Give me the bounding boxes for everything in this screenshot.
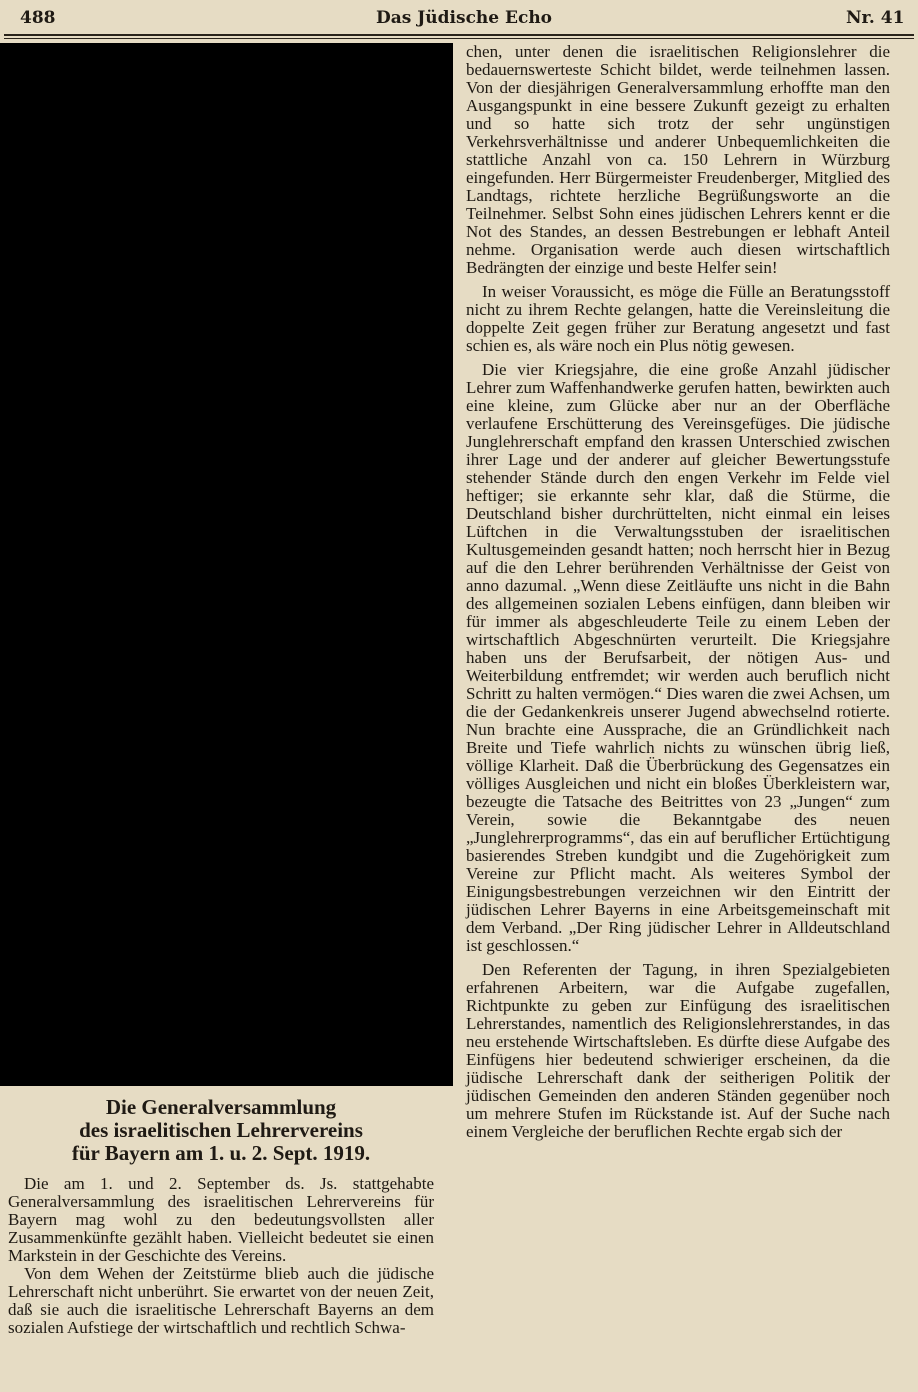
paragraph: In weiser Voraussicht, es möge die Fülle an Beratungsstoff nicht zu ihrem Rechte gelangen, hatte die Vereinsleitung die doppelte Zeit gegen früher zur Beratung angesetzt und fast schien es, als wäre noch ein Plus nötig gewesen. [466, 282, 890, 355]
paragraph-continued: chen, unter denen die israelitischen Religionslehrer die bedauernswerteste Schicht bildet, werde teilnehmen lassen. Von der diesjährigen Generalversammlung erhoffte man den Ausgangspunkt in eine bessere Zukunft gezeigt zu erhalten und so hatte sich trotz der sehr ungünstigen Verkehrsverhältnisse und anderer Unbequemlichkeiten die stattliche Anzahl von ca. 150 Lehrern in Würzburg eingefunden. Herr Bürgermeister Freudenberger, Mitglied des Landtags, richtete herzliche Begrüßungsworte an die Teilnehmer. Selbst Sohn eines jüdischen Lehrers kennt er die Not des Standes, an dessen Bestrebungen er lebhaft Anteil nehme. Organisation werde auch diesen wirtschaftlich Bedrängten der einzige und beste Helfer sein! [466, 42, 890, 277]
redacted-image-block [0, 43, 453, 1086]
running-header [0, 6, 918, 34]
paragraph: Die vier Kriegsjahre, die eine große Anzahl jüdischer Lehrer zum Waffenhandwerke gerufen hatten, bewirkten auch eine kleine, zum Glücke aber nur an der Oberfläche verlaufene Erschütterung des Vereinsgefüges. Die jüdische Junglehrerschaft empfand den krassen Unterschied zwischen ihrer Lage und der anderer auf gleicher Bewertungsstufe stehender Stände durch den engen Verkehr im Felde viel heftiger; sie erkannte sehr klar, daß die Stürme, die Deutschland bisher durchrüttelten, nicht einmal ein leises Lüftchen in die Verwaltungsstuben der israelitischen Kultusgemeinden gesandt hatten; noch herrscht hier in Bezug auf die den Lehrer berührenden Verhältnisse der Geist von anno dazumal. „Wenn diese Zeitläufte uns nicht in die Bahn des allgemeinen sozialen Lebens einfügen, dann bleiben wir für immer als abgeschleuderte Teile zu einem Leben der wirtschaftlich Abgeschnürten verurteilt. Die Kriegsjahre haben uns der Berufsarbeit, der nötigen Aus- und Weiterbildung entfremdet; wir werden auch beruflich nicht Schritt zu halten vermögen.“ Dies waren die zwei Achsen, um die der Gedankenkreis unserer Jugend abwechselnd rotierte. Nun brachte eine Aussprache, die an Gründlichkeit nach Breite und Tiefe wahrlich nichts zu wünschen übrig ließ, völlige Klarheit. Daß die Überbrückung des Gegensatzes ein völliges Ausgleichen und nicht ein bloßes Überkleistern war, bezeugte die Tatsache des Beitrittes von 23 „Jungen“ zum Verein, sowie die Bekanntgabe des neuen „Junglehrerprogramms“, das ein auf beruflicher Ertüchtigung basierendes Streben kundgibt und die Zugehörigkeit zum Vereine zur Pflicht macht. Als weiteres Symbol der Einigungsbestrebungen verzeichnen wir den Eintritt der jüdischen Lehrer Bayerns in eine Arbeitsgemeinschaft mit dem Verband. „Der Ring jüdischer Lehrer in Alldeutschland ist geschlossen.“ [466, 360, 890, 955]
paragraph: Die am 1. und 2. September ds. Js. stattgehabte Generalversammlung des israelitischen Lehrervereins für Bayern mag wohl zu den bedeutungsvollsten aller Zusammenkünfte gezählt haben. Vielleicht bedeutet sie einen Markstein in der Geschichte des Vereins. [8, 1174, 434, 1265]
article-heading [8, 1096, 434, 1165]
heading-line: Die Generalversammlung [105, 1095, 337, 1119]
left-column [8, 1092, 434, 1337]
issue-number: Nr. 41 [846, 8, 905, 28]
heading-line: des israelitischen Lehrervereins [79, 1118, 363, 1142]
header-rule-thin [4, 38, 914, 39]
header-rule [4, 34, 914, 36]
heading-line: für Bayern am 1. u. 2. Sept. 1919. [71, 1141, 371, 1165]
paragraph: Den Referenten der Tagung, in ihren Spezialgebieten erfahrenen Arbeitern, war die Aufgabe zugefallen, Richtpunkte zu geben zur Einfügung des israelitischen Lehrerstandes, namentlich des Religionslehrerstandes, in das neu erstehende Wirtschaftsleben. Es dürfte diese Aufgabe des Einfügens hier bedeutend schwieriger erscheinen, da die jüdische Lehrerschaft dank der seitherigen Politik der jüdischen Gemeinden den anderen Ständen gegenüber noch um mehrere Stufen im Rückstande ist. Auf der Suche nach einem Vergleiche der beruflichen Rechte ergab sich der [466, 960, 890, 1141]
page-number: 488 [20, 8, 56, 28]
right-column [466, 43, 890, 1141]
paragraph: Von dem Wehen der Zeitstürme blieb auch die jüdische Lehrerschaft nicht unberührt. Sie erwartet von der neuen Zeit, daß sie auch die israelitische Lehrerschaft Bayerns an dem sozialen Aufstiege der wirtschaftlich und rechtlich Schwa- [8, 1264, 434, 1337]
journal-title: Das Jüdische Echo [376, 8, 553, 28]
